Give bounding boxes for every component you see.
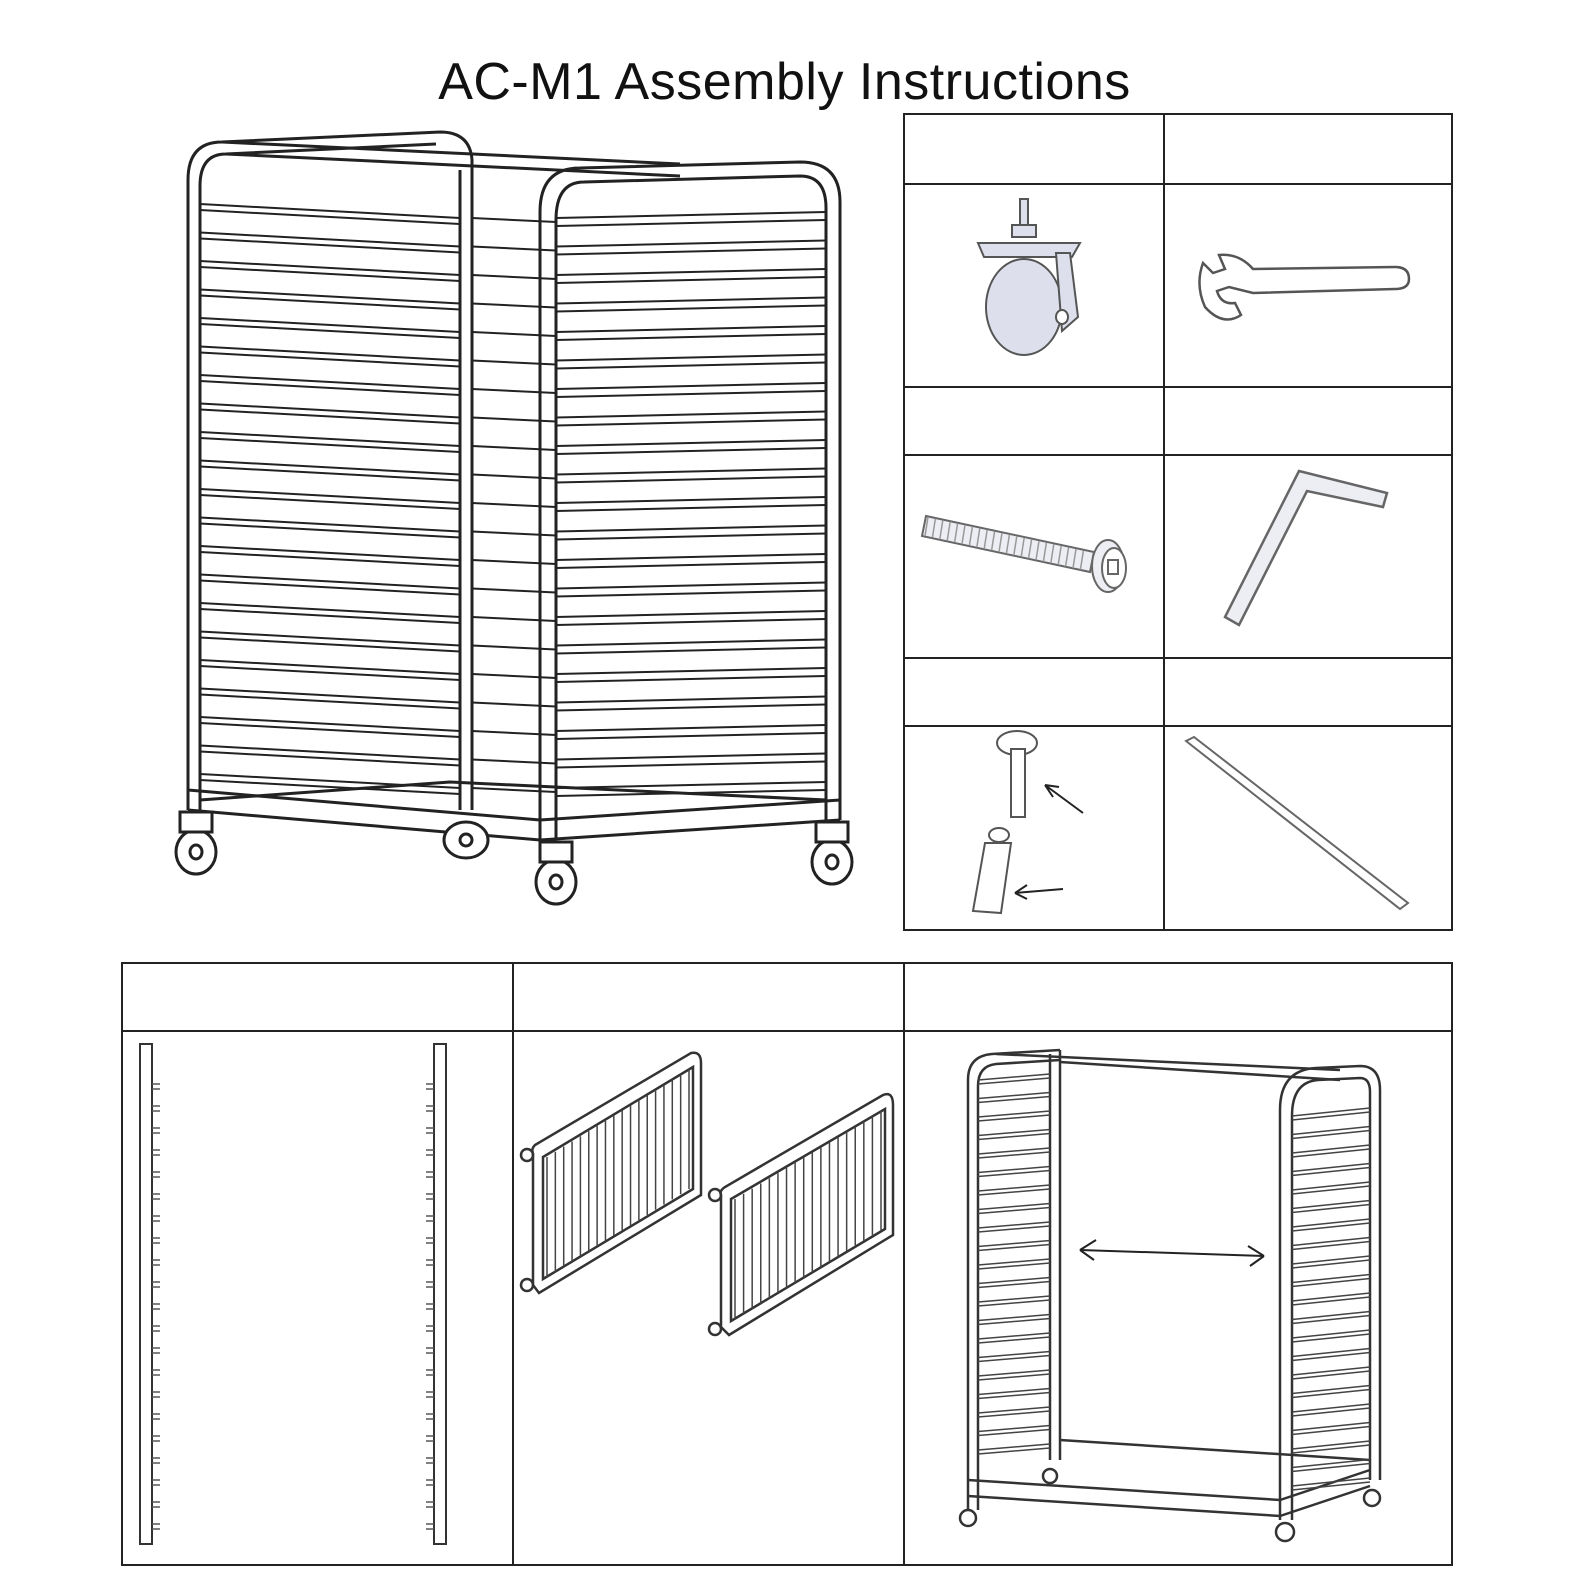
parts-row-line [903, 454, 1453, 456]
hex-key-icon [1215, 465, 1395, 635]
pin-connector-icon [955, 725, 1095, 925]
assembled-rack-illustration [160, 120, 880, 920]
parts-row-line [903, 183, 1453, 185]
caster-wheel-icon [970, 195, 1100, 370]
page-title: AC-M1 Assembly Instructions [438, 53, 1131, 111]
step2-side-panels-illustration [515, 1045, 900, 1345]
bolt-icon [920, 500, 1135, 600]
parts-row-line [903, 657, 1453, 659]
step3-frame-assembly-illustration [920, 1040, 1440, 1560]
wrench-icon [1195, 245, 1415, 330]
step1-uprights-illustration [130, 1040, 470, 1555]
parts-table-divider [1163, 113, 1165, 931]
parts-row-line [903, 386, 1453, 388]
steps-divider [512, 962, 514, 1566]
crossbar-rod-icon [1180, 735, 1415, 915]
steps-header-line [121, 1030, 1453, 1032]
steps-divider [903, 962, 905, 1566]
